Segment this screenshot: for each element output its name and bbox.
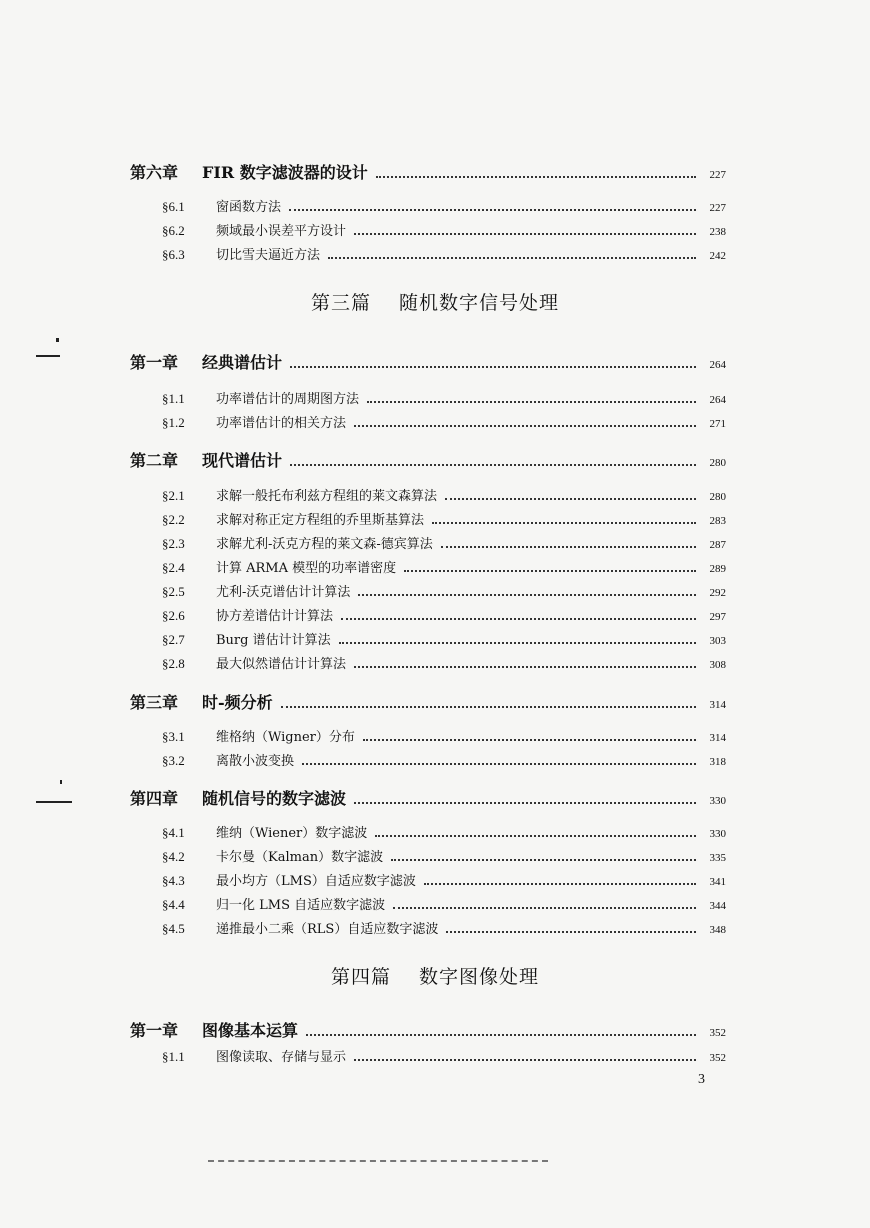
- chapter-title: 图像基本运算: [202, 1021, 299, 1040]
- scan-mark: [56, 338, 59, 342]
- section-number: §2.2: [162, 512, 185, 527]
- page-ref: 238: [709, 226, 726, 238]
- chapter-number: 第一章: [130, 1021, 179, 1040]
- section-number: §1.2: [162, 415, 185, 430]
- page-ref: 242: [709, 250, 726, 262]
- page-ref: 314: [709, 732, 726, 744]
- dot-leader: [289, 209, 696, 211]
- chapter-number: 第二章: [130, 451, 179, 470]
- toc-section-entry[interactable]: [162, 846, 726, 865]
- section-title: 切比雪夫逼近方法: [216, 248, 321, 263]
- dot-leader: [354, 1059, 696, 1061]
- section-title: 尤利-沃克谱估计计算法: [216, 585, 351, 600]
- section-title: 递推最小二乘（RLS）自适应数字滤波: [216, 922, 439, 937]
- page-ref: 280: [709, 457, 726, 469]
- dot-leader: [445, 498, 696, 500]
- page-ref: 264: [709, 359, 726, 371]
- dot-leader: [341, 618, 696, 620]
- section-title: 卡尔曼（Kalman）数字滤波: [216, 850, 384, 865]
- chapter-title: 时-频分析: [202, 693, 273, 712]
- section-title: Burg 谱估计计算法: [216, 633, 331, 648]
- page-ref: 330: [709, 828, 726, 840]
- dot-leader: [354, 233, 696, 235]
- toc-section-entry[interactable]: [162, 629, 726, 648]
- toc-section-entry[interactable]: [162, 653, 726, 672]
- section-number: §2.1: [162, 488, 185, 503]
- scan-line: [208, 1160, 548, 1162]
- section-title: 最小均方（LMS）自适应数字滤波: [216, 874, 416, 889]
- section-number: §2.6: [162, 608, 185, 623]
- part-number: 第三篇: [310, 292, 371, 314]
- section-number: §6.3: [162, 247, 185, 262]
- toc-section-entry[interactable]: [162, 726, 726, 745]
- toc-chapter-entry[interactable]: [130, 1018, 726, 1041]
- toc-section-entry[interactable]: [162, 388, 726, 407]
- page-ref: 352: [709, 1052, 726, 1064]
- dot-leader: [375, 835, 696, 837]
- section-title: 功率谱估计的相关方法: [216, 416, 347, 431]
- part-heading: [0, 962, 870, 989]
- toc-section-entry[interactable]: [162, 1046, 726, 1065]
- section-title: 维格纳（Wigner）分布: [216, 730, 355, 745]
- section-number: §4.5: [162, 921, 185, 936]
- page-ref: 344: [709, 900, 726, 912]
- part-title: 随机数字信号处理: [399, 292, 560, 314]
- page-ref: 287: [709, 539, 726, 551]
- page-ref: 292: [709, 587, 726, 599]
- dot-leader: [302, 763, 696, 765]
- page-ref: 264: [709, 394, 726, 406]
- dot-leader: [404, 570, 696, 572]
- page-ref: 308: [709, 659, 726, 671]
- chapter-title: 现代谱估计: [202, 451, 283, 470]
- section-number: §4.2: [162, 849, 185, 864]
- dot-leader: [354, 666, 696, 668]
- dot-leader: [339, 642, 696, 644]
- toc-section-entry[interactable]: [162, 750, 726, 769]
- scan-mark: [60, 780, 62, 784]
- page-ref: 348: [709, 924, 726, 936]
- toc-section-entry[interactable]: [162, 485, 726, 504]
- page-ref: 341: [709, 876, 726, 888]
- section-title: 窗函数方法: [216, 200, 282, 215]
- page-number: 3: [698, 1072, 705, 1087]
- section-number: §2.7: [162, 632, 185, 647]
- scan-mark: [36, 801, 72, 803]
- section-title: 求解一般托布利兹方程组的莱文森算法: [216, 489, 438, 504]
- section-number: §1.1: [162, 1049, 185, 1064]
- chapter-number: 第一章: [130, 353, 179, 372]
- toc-section-entry[interactable]: [162, 918, 726, 937]
- section-number: §3.1: [162, 729, 185, 744]
- toc-chapter-entry[interactable]: [130, 786, 726, 809]
- section-number: §2.4: [162, 560, 185, 575]
- page-ref: 314: [709, 699, 726, 711]
- part-heading: [0, 288, 870, 315]
- section-title: 计算 ARMA 模型的功率谱密度: [216, 561, 397, 576]
- section-title: 离散小波变换: [216, 754, 295, 769]
- chapter-number: 第六章: [130, 163, 179, 182]
- section-title: 求解对称正定方程组的乔里斯基算法: [216, 513, 425, 528]
- section-title: 最大似然谱估计计算法: [216, 657, 347, 672]
- toc-section-entry[interactable]: [162, 412, 726, 431]
- toc-chapter-entry[interactable]: [130, 690, 726, 713]
- page-ref: 227: [709, 169, 726, 181]
- section-number: §2.5: [162, 584, 185, 599]
- toc-chapter-entry[interactable]: [130, 448, 726, 471]
- chapter-title: 经典谱估计: [202, 353, 283, 372]
- toc-section-entry[interactable]: [162, 509, 726, 528]
- dot-leader: [367, 401, 696, 403]
- section-number: §6.2: [162, 223, 185, 238]
- dot-leader: [354, 802, 696, 804]
- dot-leader: [391, 859, 696, 861]
- dot-leader: [354, 425, 696, 427]
- section-number: §1.1: [162, 391, 185, 406]
- dot-leader: [441, 546, 696, 548]
- scan-mark: [36, 355, 60, 357]
- toc-section-entry[interactable]: [162, 557, 726, 576]
- page-ref: 330: [709, 795, 726, 807]
- dot-leader: [424, 883, 696, 885]
- toc-section-entry[interactable]: [162, 244, 726, 263]
- dot-leader: [393, 907, 696, 909]
- toc-section-entry[interactable]: [162, 581, 726, 600]
- toc-chapter-entry[interactable]: [130, 160, 726, 183]
- toc-section-entry[interactable]: [162, 870, 726, 889]
- dot-leader: [290, 464, 696, 466]
- toc-section-entry[interactable]: [162, 605, 726, 624]
- chapter-number: 第三章: [130, 693, 179, 712]
- chapter-number: 第四章: [130, 789, 179, 808]
- page-ref: 283: [709, 515, 726, 527]
- page-ref: 335: [709, 852, 726, 864]
- section-title: 功率谱估计的周期图方法: [216, 392, 360, 407]
- page-ref: 271: [709, 418, 726, 430]
- page-ref: 289: [709, 563, 726, 575]
- section-number: §2.3: [162, 536, 185, 551]
- section-number: §3.2: [162, 753, 185, 768]
- dot-leader: [446, 931, 696, 933]
- section-title: 频域最小误差平方设计: [216, 224, 347, 239]
- page-ref: 352: [709, 1027, 726, 1039]
- toc-section-entry[interactable]: [162, 533, 726, 552]
- section-title: 求解尤利-沃克方程的莱文森-德宾算法: [216, 537, 433, 552]
- toc-section-entry[interactable]: [162, 220, 726, 239]
- section-number: §4.3: [162, 873, 185, 888]
- dot-leader: [290, 366, 696, 368]
- section-title: 归一化 LMS 自适应数字滤波: [216, 898, 386, 913]
- toc-section-entry[interactable]: [162, 196, 726, 215]
- page-ref: 297: [709, 611, 726, 623]
- dot-leader: [363, 739, 696, 741]
- dot-leader: [376, 176, 696, 178]
- page-ref: 280: [709, 491, 726, 503]
- chapter-title: 随机信号的数字滤波: [202, 789, 347, 808]
- section-title: 协方差谱估计计算法: [216, 609, 334, 624]
- dot-leader: [281, 706, 696, 708]
- dot-leader: [358, 594, 696, 596]
- toc-section-entry[interactable]: [162, 822, 726, 841]
- page-ref: 227: [709, 202, 726, 214]
- dot-leader: [328, 257, 696, 259]
- page-ref: 303: [709, 635, 726, 647]
- part-number: 第四篇: [330, 966, 391, 988]
- dot-leader: [306, 1034, 696, 1036]
- section-number: §2.8: [162, 656, 185, 671]
- section-number: §6.1: [162, 199, 185, 214]
- part-title: 数字图像处理: [419, 966, 540, 988]
- section-title: 维纳（Wiener）数字滤波: [216, 826, 368, 841]
- dot-leader: [432, 522, 696, 524]
- section-title: 图像读取、存储与显示: [216, 1050, 347, 1065]
- section-number: §4.4: [162, 897, 185, 912]
- section-number: §4.1: [162, 825, 185, 840]
- toc-section-entry[interactable]: [162, 894, 726, 913]
- page-ref: 318: [709, 756, 726, 768]
- chapter-title: FIR 数字滤波器的设计: [202, 163, 368, 182]
- toc-chapter-entry[interactable]: [130, 350, 726, 373]
